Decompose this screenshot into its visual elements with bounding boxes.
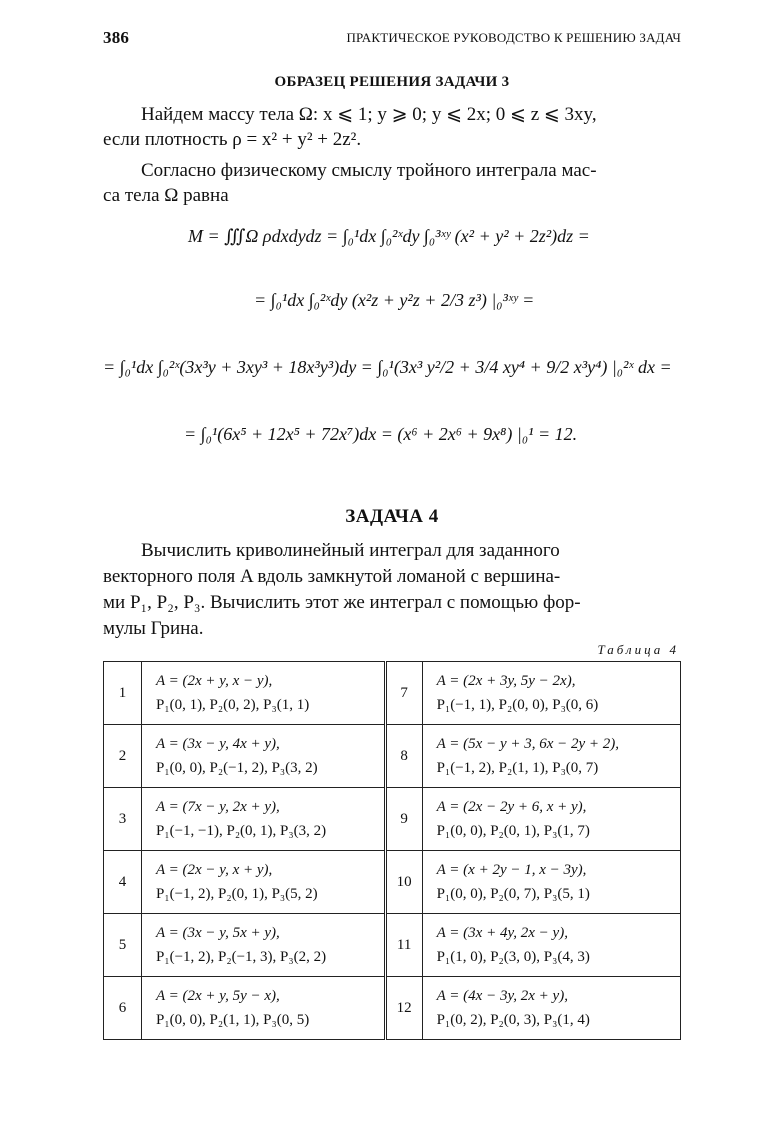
table-row [104,851,681,914]
variant-content [142,662,386,725]
vector-field: A = (4x − 3y, 2x + y), [436,988,568,1004]
variant-content [142,725,386,788]
sample-statement [103,102,681,152]
vector-field: A = (x + 2y − 1, x − 3y), [436,862,587,878]
variant-number: 6 [104,977,142,1040]
table-row [104,977,681,1040]
sample-line-4: са тела Ω равна [103,185,229,206]
task-line-3: ми P₁, P₂, P₃. Вычислить этот же интеграл с помощью фор- [103,592,581,613]
vertex-points: P₁(−1, 1), P₂(0, 0), P₃(0, 6) [436,697,599,713]
vector-field: A = (2x + y, x − y), [156,673,273,689]
variant-number: 8 [385,725,422,788]
equation-1: M = ∭Ω ρdxdydz = ∫₀¹dx ∫₀²ˣdy ∫₀³ˣʸ (x² + y² + 2z²)dz = [188,226,590,246]
vertex-points: P₁(−1, 2), P₂(−1, 3), P₃(2, 2) [156,949,327,965]
vertex-points: P₁(−1, −1), P₂(0, 1), P₃(3, 2) [156,823,327,839]
variant-content [142,977,386,1040]
variant-number: 1 [104,662,142,725]
vertex-points: P₁(0, 0), P₂(0, 1), P₃(1, 7) [436,823,590,839]
page-number: 386 [103,28,130,47]
variants-table [103,661,681,1040]
table-row [104,725,681,788]
vector-field: A = (5x − y + 3, 6x − 2y + 2), [436,736,620,752]
sample-line-2: если плотность ρ = x² + y² + 2z². [103,129,362,150]
variant-number: 2 [104,725,142,788]
variant-content [142,788,386,851]
sample-explanation [103,158,681,208]
task-line-4: мулы Грина. [103,618,204,639]
sample-line-3: Согласно физическому смыслу тройного интеграла мас- [141,160,597,181]
variant-number: 12 [385,977,422,1040]
variant-number: 9 [385,788,422,851]
variant-content [422,977,680,1040]
variant-content [422,788,680,851]
table-caption: Таблица 4 [597,642,679,657]
page-header [103,24,681,50]
running-title: ПРАКТИЧЕСКОЕ РУКОВОДСТВО К РЕШЕНИЮ ЗАДАЧ [346,30,681,45]
vertex-points: P₁(0, 1), P₂(0, 2), P₃(1, 1) [156,697,310,713]
variant-number: 3 [104,788,142,851]
sample-line-1: Найдем массу тела Ω: x ⩽ 1; y ⩾ 0; y ⩽ 2x; 0 ⩽ z ⩽ 3xy, [141,104,597,125]
variant-number: 11 [385,914,422,977]
vector-field: A = (7x − y, 2x + y), [156,799,280,815]
vertex-points: P₁(0, 0), P₂(1, 1), P₃(0, 5) [156,1012,310,1028]
vector-field: A = (3x + 4y, 2x − y), [436,925,568,941]
variant-content [142,914,386,977]
variant-content [142,851,386,914]
variant-content [422,914,680,977]
table-row [104,788,681,851]
vector-field: A = (3x − y, 5x + y), [156,925,280,941]
variant-number: 5 [104,914,142,977]
vector-field: A = (2x − y, x + y), [156,862,273,878]
equation-4: = ∫₀¹(6x⁵ + 12x⁵ + 72x⁷)dx = (x⁶ + 2x⁶ + 9x⁸) |₀¹ = 12. [184,424,578,444]
task-heading: ЗАДАЧА 4 [345,506,439,527]
table-row [104,662,681,725]
task-statement [103,538,681,642]
variant-number: 4 [104,851,142,914]
variant-content [422,725,680,788]
variant-content [422,851,680,914]
vertex-points: P₁(0, 0), P₂(0, 7), P₃(5, 1) [436,886,590,902]
equation-3: = ∫₀¹dx ∫₀²ˣ(3x³y + 3xy³ + 18x³y³)dy = ∫₀¹(3x³ y²/2 + 3/4 xy⁴ + 9/2 x³y⁴) |₀²ˣ dx = [103,357,672,377]
variant-number: 7 [385,662,422,725]
vertex-points: P₁(0, 2), P₂(0, 3), P₃(1, 4) [436,1012,590,1028]
task-line-2: векторного поля A вдоль замкнутой ломаной с вершина- [103,566,561,587]
variant-number: 10 [385,851,422,914]
sample-heading: ОБРАЗЕЦ РЕШЕНИЯ ЗАДАЧИ 3 [274,74,510,90]
vector-field: A = (2x + y, 5y − x), [156,988,280,1004]
vertex-points: P₁(1, 0), P₂(3, 0), P₃(4, 3) [436,949,590,965]
vertex-points: P₁(0, 0), P₂(−1, 2), P₃(3, 2) [156,760,318,776]
variant-content [422,662,680,725]
table-row [104,914,681,977]
vertex-points: P₁(−1, 2), P₂(1, 1), P₃(0, 7) [436,760,599,776]
equation-2: = ∫₀¹dx ∫₀²ˣdy (x²z + y²z + 2/3 z³) |₀³ˣʸ = [254,290,535,310]
vector-field: A = (2x + 3y, 5y − 2x), [436,673,576,689]
vector-field: A = (2x − 2y + 6, x + y), [436,799,587,815]
task-line-1: Вычислить криволинейный интеграл для заданного [141,540,560,561]
vertex-points: P₁(−1, 2), P₂(0, 1), P₃(5, 2) [156,886,318,902]
vector-field: A = (3x − y, 4x + y), [156,736,280,752]
